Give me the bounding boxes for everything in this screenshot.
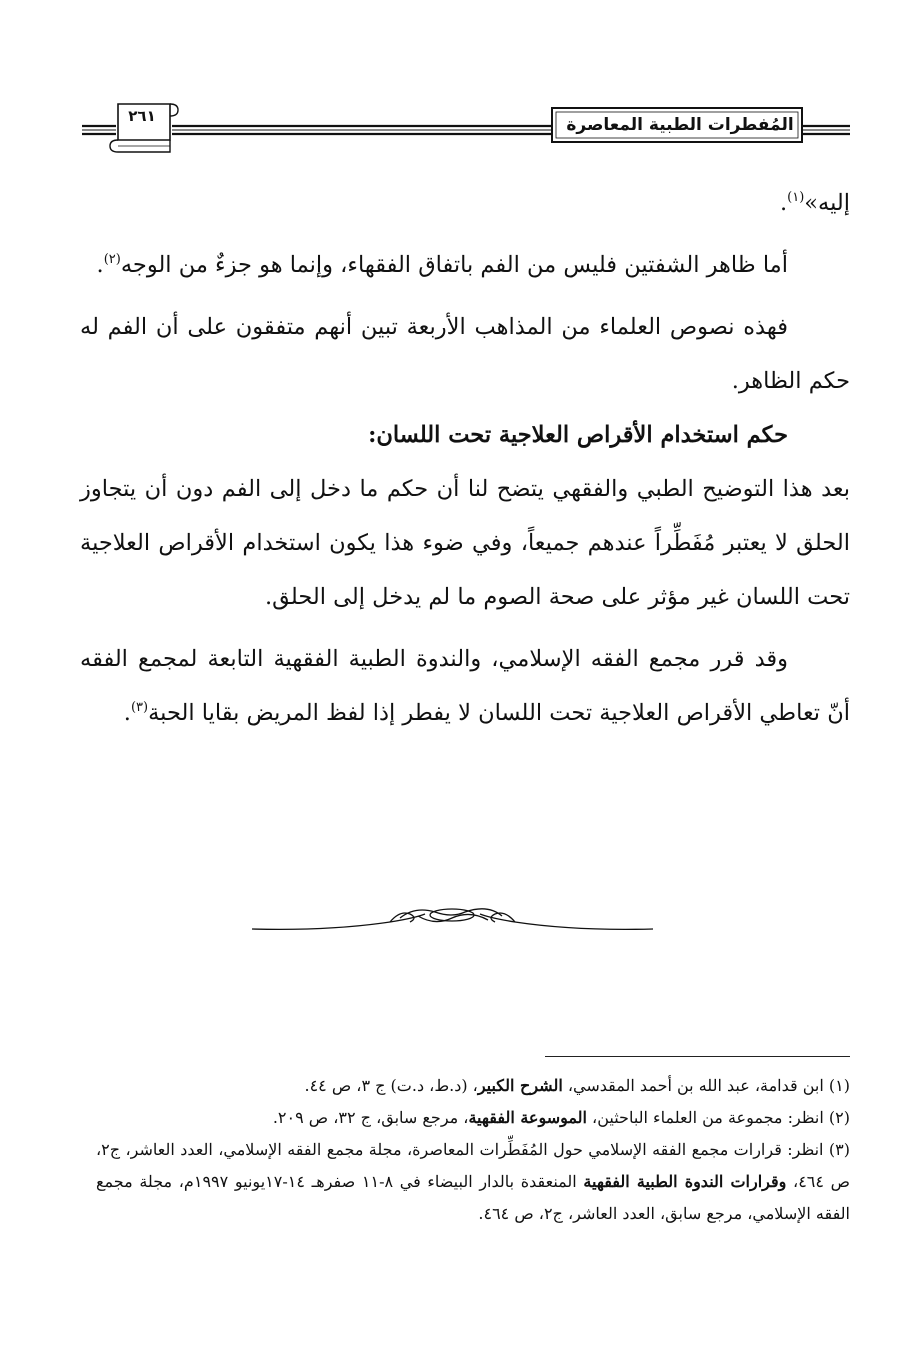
footnote-2 (96, 1102, 850, 1134)
paragraph-text: وقد قرر مجمع الفقه الإسلامي، والندوة الطبية الفقهية التابعة لمجمع الفقه أنّ تعاطي الأقراص العلاجية تحت اللسان لا يفطر إذا لفظ المريض بقايا الحبة (80, 646, 850, 726)
footnote-separator (545, 1056, 850, 1057)
footnote-ref-1: (١) (787, 190, 805, 205)
section-heading: حكم استخدام الأقراص العلاجية تحت اللسان: (368, 422, 788, 448)
footnote-text: المنعقدة بالدار البيضاء في ٨-١١ صفرهـ ١٤-١٧يونيو ١٩٩٧م، مجلة مجمع الفقه الإسلامي، مرجع سابق، العدد العاشر، ج٢، ص ٤٦٤. (96, 1172, 850, 1223)
running-title: المُفطرات الطبية المعاصرة (566, 115, 794, 135)
paragraph-end: . (96, 252, 104, 278)
paragraph-lips (80, 238, 850, 292)
footnote-text: (١) ابن قدامة، عبد الله بن أحمد المقدسي، (562, 1076, 850, 1095)
footnote-text: (٢) انظر: مجموعة من العلماء الباحثين، (586, 1108, 850, 1127)
ornament-divider (250, 900, 655, 940)
footnotes (96, 1070, 850, 1230)
main-text (80, 176, 850, 740)
footnote-book-title: الموسوعة الفقهية (468, 1108, 587, 1127)
footnote-book-title: الشرح الكبير (477, 1076, 563, 1095)
footnote-ref-2: (٢) (103, 252, 121, 267)
paragraph-fiqh-council (80, 632, 850, 740)
footnote-3 (96, 1134, 850, 1230)
footnote-ref-3: (٣) (130, 700, 149, 715)
footnote-text: ، (د.ط، د.ت) ج ٣، ص ٤٤. (304, 1076, 478, 1095)
footnote-text: (٣) انظر: قرارات مجمع الفقه الإسلامي حول المُفَطِّرات المعاصرة، مجلة مجمع الفقه الإسلامي، العدد العاشر، ج٢، ص ٤٦٤، (96, 1140, 850, 1191)
running-header (82, 98, 850, 154)
paragraph-text: إليه» (804, 190, 850, 216)
paragraph-end: . (123, 700, 131, 726)
paragraph-text: أما ظاهر الشفتين فليس من الفم باتفاق الفقهاء، وإنما هو جزءٌ من الوجه (120, 252, 788, 278)
page-number: ٢٦١ (128, 107, 156, 125)
footnote-1 (96, 1070, 850, 1102)
paragraph-conclusion: فهذه نصوص العلماء من المذاهب الأربعة تبين أنهم متفقون على أن الفم له حكم الظاهر. (80, 314, 850, 394)
paragraph-end: . (779, 190, 788, 216)
paragraph-ruling: بعد هذا التوضيح الطبي والفقهي يتضح لنا أن حكم ما دخل إلى الفم دون أن يتجاوز الحلق لا يعتبر مُفَطِّراً عندهم جميعاً، وفي ضوء هذا يكون استخدام الأقراص العلاجية تحت اللسان غير مؤثر على صحة الصوم ما لم يدخل إلى الحلق. (80, 476, 850, 610)
footnote-text: ، مرجع سابق، ج ٣٢، ص ٢٠٩. (272, 1108, 469, 1127)
footnote-book-title: وقرارات الندوة الطبية الفقهية (583, 1172, 787, 1191)
paragraph-quote-end (80, 176, 850, 230)
